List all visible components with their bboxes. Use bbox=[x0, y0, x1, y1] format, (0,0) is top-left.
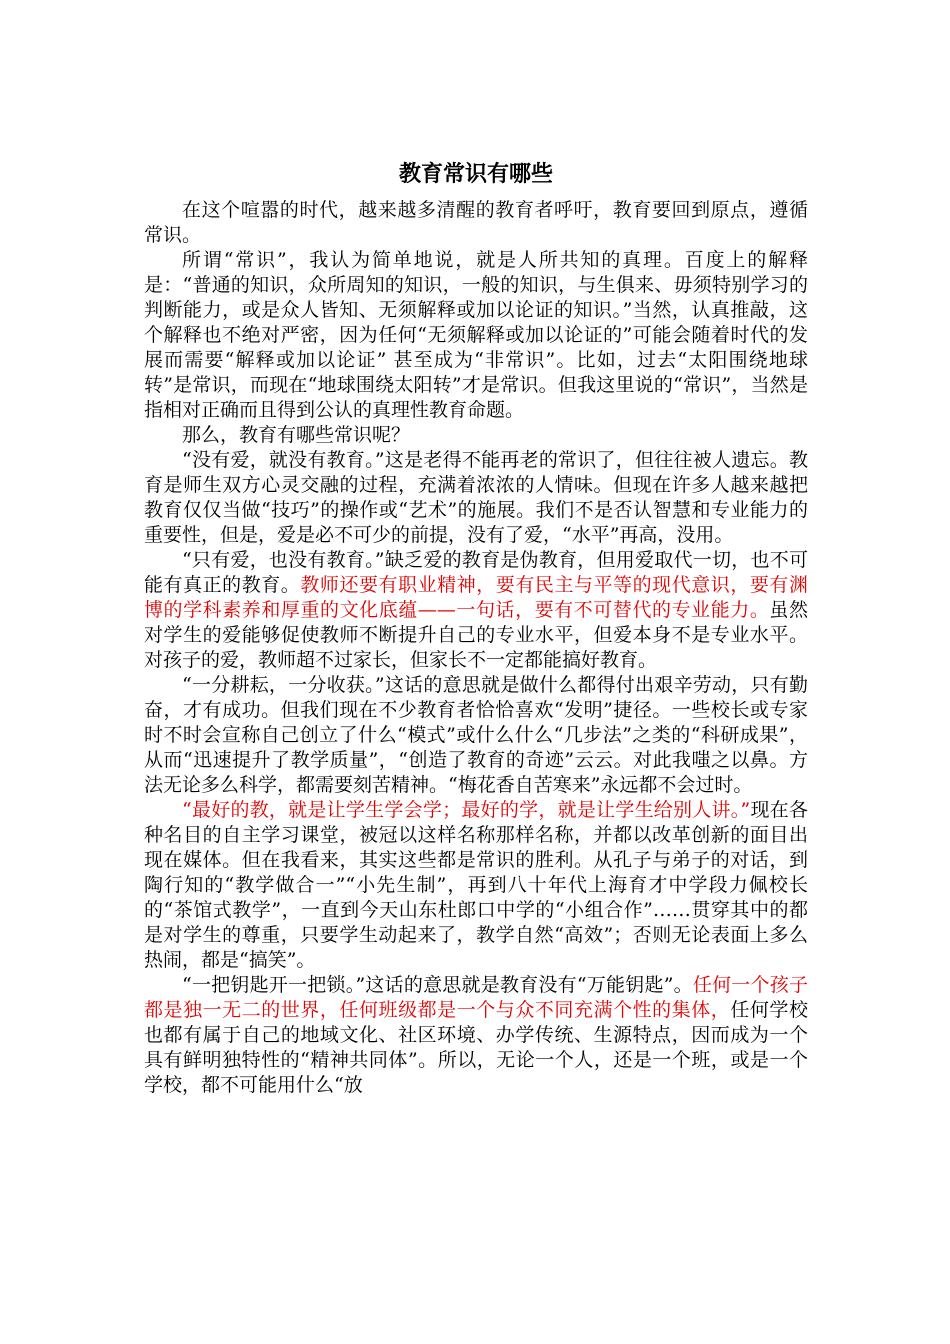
body-text: “一把钥匙开一把锁。”这话的意思就是教育没有“万能钥匙”。 bbox=[182, 974, 693, 996]
body-text: “只有爱，也没有教育。”缺乏爱的教育是伪教育，但用爱取代一切，也不可能有真正的教育。 bbox=[144, 549, 808, 596]
paragraph bbox=[144, 973, 808, 1098]
body-text: 虽然对学生的爱能够促使教师不断提升自己的专业水平，但爱本身不是专业水平。对孩子的爱，教师超不过家长，但家长不一定都能搞好教育。 bbox=[144, 599, 808, 671]
body-text: “一分耕耘，一分收获。”这话的意思就是做什么都得付出艰辛劳动，只有勤奋，才有成功。但我们现在不少教育者恰恰喜欢“发明”捷径。一些校长或专家时不时会宣称自己创立了什么“模式”或什么什么“几步法”之类的“科研成果”，从而“迅速提升了教学质量”，“创造了教育的奇迹”云云。对此我嗤之以鼻。方法无论多么科学，都需要刻苦精神。“梅花香自苦寒来”永远都不会过时。 bbox=[144, 674, 808, 796]
body-text: 所谓“常识”，我认为简单地说，就是人所共知的真理。百度上的解释是：“普通的知识，众所周知的知识，一般的知识，与生俱来、毋须特别学习的判断能力，或是众人皆知、无须解释或加以论证的知识。”当然，认真推敲，这个解释也不绝对严密，因为任何“无须解释或加以论证的”可能会随着时代的发展而需要“解释或加以论证” 甚至成为“非常识”。比如，过去“太阳围绕地球转”是常识，而现在“地球围绕太阳转”才是常识。但我这里说的“常识”，当然是指相对正确而且得到公认的真理性教育命题。 bbox=[144, 249, 808, 421]
body-text: 那么，教育有哪些常识呢？ bbox=[182, 424, 411, 446]
highlighted-text: “最好的教，就是让学生学会学；最好的学，就是让学生给别人讲。” bbox=[182, 799, 751, 821]
document-body bbox=[144, 198, 808, 1098]
paragraph bbox=[144, 198, 808, 248]
body-text: 在这个喧嚣的时代，越来越多清醒的教育者呼吁，教育要回到原点，遵循常识。 bbox=[144, 199, 808, 246]
paragraph bbox=[144, 673, 808, 798]
body-text: 现在各种名目的自主学习课堂，被冠以这样名称那样名称，并都以改革创新的面目出现在媒体。但在我看来，其实这些都是常识的胜利。从孔子与弟子的对话，到陶行知的“教学做合一”“小先生制”，再到八十年代上海育才中学段力佩校长的“茶馆式教学”，一直到今天山东杜郎口中学的“小组合作”……贯穿其中的都是对学生的尊重，只要学生动起来了，教学自然“高效”；否则无论表面上多么热闹，都是“搞笑”。 bbox=[144, 799, 808, 971]
body-text: “没有爱，就没有教育。”这是老得不能再老的常识了，但往往被人遗忘。教育是师生双方心灵交融的过程，充满着浓浓的人情味。但现在许多人越来越把教育仅仅当做“技巧”的操作或“艺术”的施展。我们不是否认智慧和专业能力的重要性，但是，爱是必不可少的前提，没有了爱，“水平”再高，没用。 bbox=[144, 449, 808, 546]
paragraph bbox=[144, 798, 808, 973]
paragraph bbox=[144, 448, 808, 548]
document-title: 教育常识有哪些 bbox=[398, 161, 553, 187]
highlighted-text: 任何一个孩子都是独一无二的世界，任何班级都是一个与众不同充满个性的集体， bbox=[144, 974, 808, 1021]
paragraph bbox=[144, 423, 808, 448]
paragraph bbox=[144, 248, 808, 423]
paragraph bbox=[144, 548, 808, 673]
highlighted-text: 教师还要有职业精神，要有民主与平等的现代意识，要有渊博的学科素养和厚重的文化底蕴——一句话，要有不可替代的专业能力。 bbox=[144, 574, 808, 621]
body-text: 任何学校也都有属于自己的地域文化、社区环境、办学传统、生源特点，因而成为一个具有鲜明独特性的“精神共同体”。所以，无论一个人，还是一个班，或是一个学校，都不可能用什么“放 bbox=[144, 999, 808, 1096]
document-page bbox=[144, 150, 808, 1098]
